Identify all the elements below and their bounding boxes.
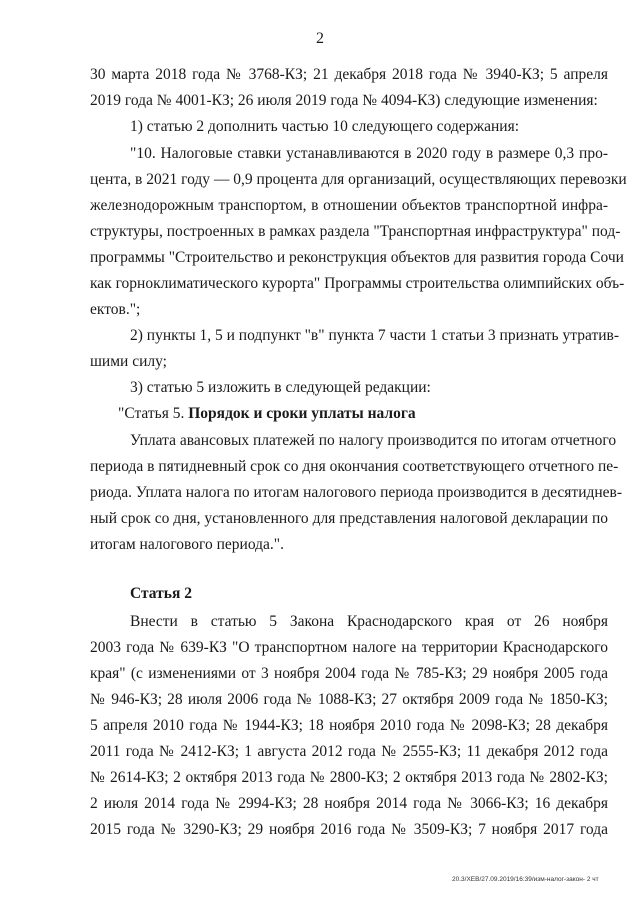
- text-line: программы "Строительство и реконструкция объектов для развития города Сочи: [90, 249, 624, 266]
- text-line: Внести в статью 5 Закона Краснодарского края от 26 ноября: [130, 613, 608, 630]
- text-line: ный срок со дня, установленного для представления налоговой декларации по: [90, 510, 608, 527]
- text-line: Уплата авансовых платежей по налогу производится по итогам отчетного: [130, 432, 617, 449]
- text-line: 2003 года № 639-КЗ "О транспортном налоге на территории Краснодарского: [90, 639, 608, 656]
- footer-document-id: 20.3/ХЕВ/27.09.2019/16:39/изм-налог-закон- 2 чт: [452, 876, 599, 883]
- text-line: 2 июля 2014 года № 2994-КЗ; 28 ноября 2014 года № 3066-КЗ; 16 декабря: [90, 795, 608, 812]
- text-line: ектов.";: [90, 301, 141, 318]
- text-line: 2015 года № 3290-КЗ; 29 ноября 2016 года № 3509-КЗ; 7 ноября 2017 года: [90, 821, 608, 838]
- text-line: периода в пятидневный срок со дня окончания соответствующего отчетного пе-: [90, 458, 619, 475]
- article-2-heading: Статья 2: [130, 585, 192, 602]
- text-line: железнодорожным транспортом, в отношении объектов транспортной инфра-: [90, 197, 608, 214]
- text-line: цента, в 2021 году — 0,9 процента для организаций, осуществляющих перевозки: [90, 171, 627, 188]
- page-number: 2: [316, 30, 324, 47]
- text-line: 1) статью 2 дополнить частью 10 следующего содержания:: [130, 118, 520, 135]
- text-line: риода. Уплата налога по итогам налогового периода производится в десятиднев-: [90, 484, 623, 501]
- text-line: "10. Налоговые ставки устанавливаются в 2020 году в размере 0,3 про-: [130, 145, 608, 162]
- text-line: № 2614-КЗ; 2 октября 2013 года № 2800-КЗ; 2 октября 2013 года № 2802-КЗ;: [90, 769, 608, 786]
- text-line: 2) пункты 1, 5 и подпункт "в" пункта 7 части 1 статьи 3 признать утратив-: [130, 327, 619, 344]
- article-5-title-line: [118, 404, 608, 424]
- text-line: края" (с изменениями от 3 ноября 2004 года № 785-КЗ; 29 ноября 2005 года: [90, 665, 608, 682]
- text-line: 3) статью 5 изложить в следующей редакции:: [130, 379, 431, 396]
- article-5-title: Порядок и сроки уплаты налога: [188, 405, 416, 422]
- text-line: структуры, построенных в рамках раздела "Транспортная инфраструктура" под-: [90, 223, 621, 240]
- text-line: 30 марта 2018 года № 3768-КЗ; 21 декабря 2018 года № 3940-КЗ; 5 апреля: [90, 66, 608, 83]
- text-line: как горноклиматического курорта" Программы строительства олимпийских объ-: [90, 275, 625, 292]
- text-line: № 946-КЗ; 28 июля 2006 года № 1088-КЗ; 27 октября 2009 года № 1850-КЗ;: [90, 691, 608, 708]
- text-line: 2011 года № 2412-КЗ; 1 августа 2012 года № 2555-КЗ; 11 декабря 2012 года: [90, 743, 608, 760]
- text-line: итогам налогового периода.".: [90, 536, 284, 553]
- article-5-prefix: "Статья 5.: [118, 405, 189, 422]
- text-line: 5 апреля 2010 года № 1944-КЗ; 18 ноября 2010 года № 2098-КЗ; 28 декабря: [90, 717, 608, 734]
- text-line: 2019 года № 4001-КЗ; 26 июля 2019 года № 4094-КЗ) следующие изменения:: [90, 92, 598, 109]
- text-line: шими силу;: [90, 353, 167, 370]
